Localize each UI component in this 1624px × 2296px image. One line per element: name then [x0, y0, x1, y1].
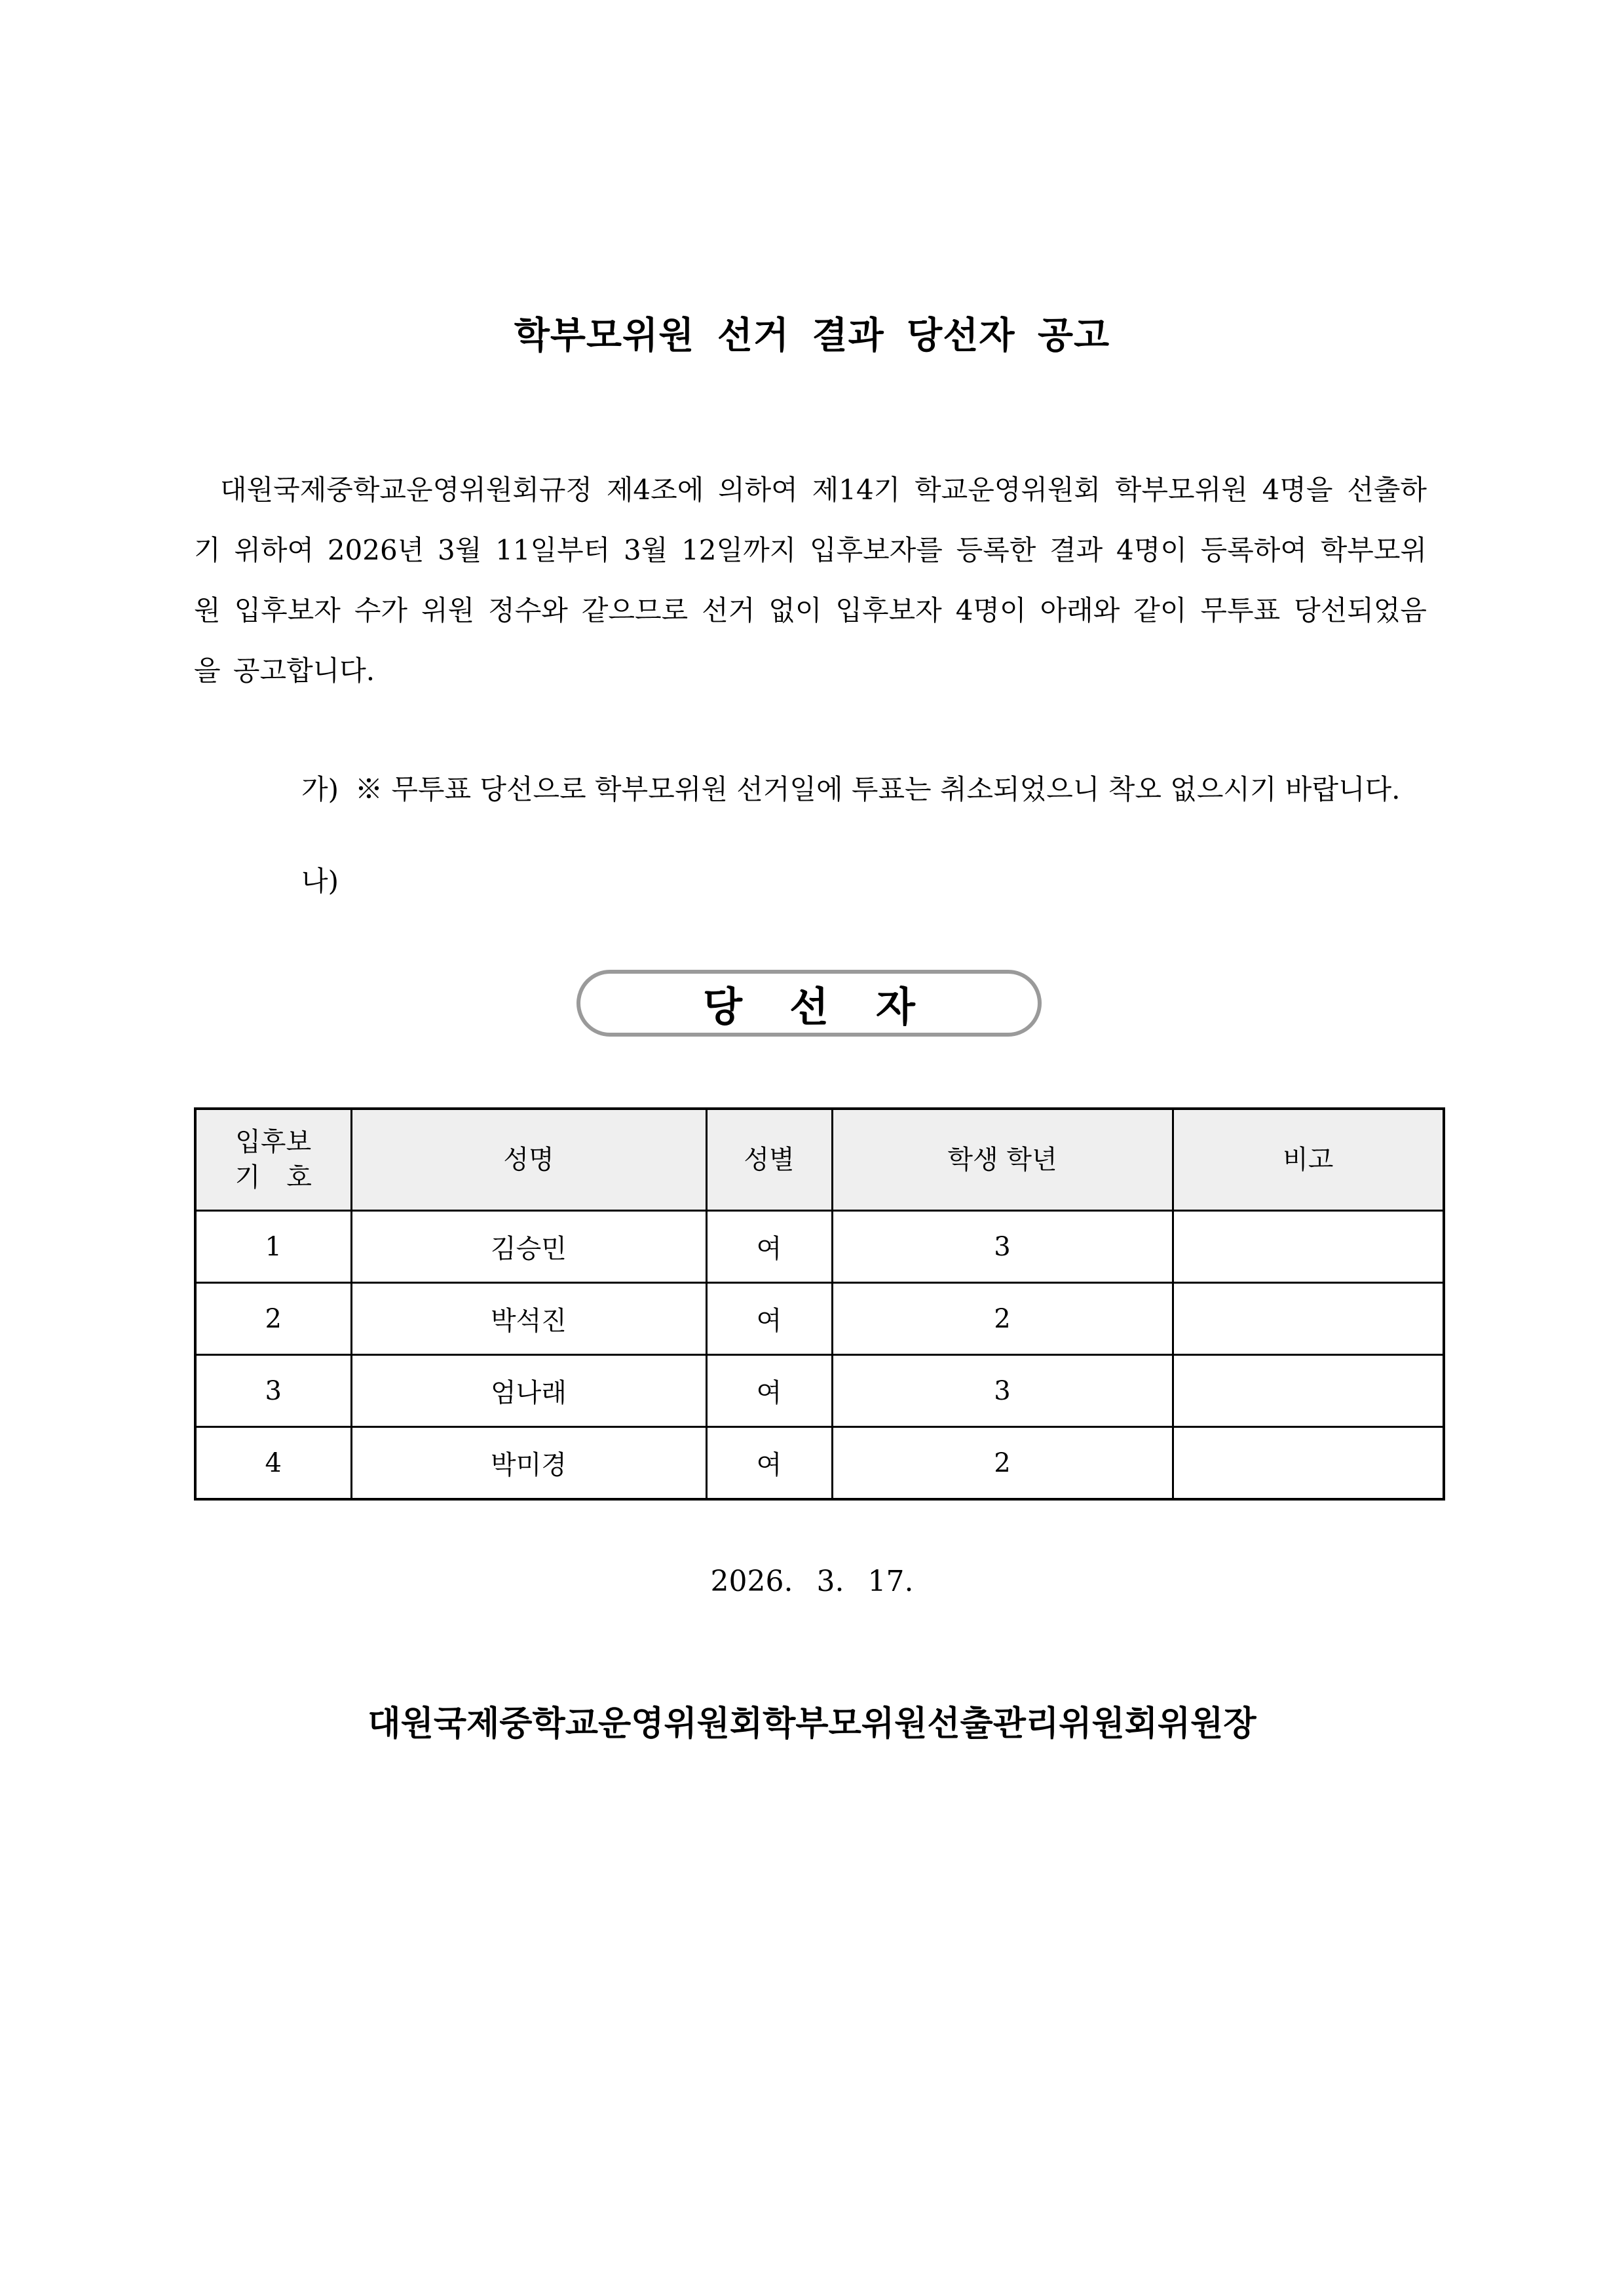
signature-line: 대원국제중학교운영위원회학부모위원선출관리위원회위원장 [368, 1704, 1256, 1744]
announcement-date: 2026. 3. 17. [710, 1565, 914, 1598]
header-candidate-number-line2: 기호 [235, 1162, 338, 1193]
table-row [195, 1427, 1444, 1500]
cell-grade: 2 [832, 1283, 1173, 1355]
table-row [195, 1211, 1444, 1283]
cell-gender: 여 [706, 1427, 832, 1500]
header-remarks: 비고 [1173, 1109, 1444, 1211]
cell-number: 1 [195, 1211, 351, 1283]
cell-number: 4 [195, 1427, 351, 1500]
table-row [195, 1283, 1444, 1355]
cell-gender: 여 [706, 1283, 832, 1355]
cell-name: 엄나래 [351, 1355, 706, 1427]
note-label: 가) [301, 773, 339, 805]
cell-number: 2 [195, 1283, 351, 1355]
cell-remarks [1173, 1211, 1444, 1283]
winner-table [194, 1107, 1445, 1501]
cell-gender: 여 [706, 1355, 832, 1427]
cell-name: 박미경 [351, 1427, 706, 1500]
header-candidate-number [195, 1109, 351, 1211]
cell-grade: 2 [832, 1427, 1173, 1500]
cell-remarks [1173, 1355, 1444, 1427]
winner-heading-label: 당선자 [703, 982, 962, 1031]
note-item [301, 767, 1428, 813]
table-row [195, 1355, 1444, 1427]
header-candidate-number-line1: 입후보 [235, 1127, 312, 1157]
cell-grade: 3 [832, 1355, 1173, 1427]
header-gender: 성별 [706, 1109, 832, 1211]
note-text: ※ 무투표 당선으로 학부모위원 선거일에 투표는 취소되었으니 착오 없으시기 바랍니다. [355, 773, 1401, 805]
document-title: 학부모위원 선거 결과 당선자 공고 [514, 315, 1110, 357]
cell-gender: 여 [706, 1211, 832, 1283]
cell-name: 김승민 [351, 1211, 706, 1283]
cell-number: 3 [195, 1355, 351, 1427]
announcement-body: 대원국제중학교운영위원회규정 제4조에 의하여 제14기 학교운영위원회 학부모위원 4명을 선출하기 위하여 2026년 3월 11일부터 3월 12일까지 입후보자를 등록한 결과 4명이 등록하여 학부모위원 입후보자 수가 위원 정수와 같으므로 선거 없이 입후보자 4명이 아래와 같이 무투표 당선되었음을 공고합니다. [194, 474, 1427, 687]
cell-remarks [1173, 1283, 1444, 1355]
header-name: 성명 [351, 1109, 706, 1211]
cell-grade: 3 [832, 1211, 1173, 1283]
cell-name: 박석진 [351, 1283, 706, 1355]
note-label: 나) [301, 865, 339, 897]
cell-remarks [1173, 1427, 1444, 1500]
table-header-row [195, 1109, 1444, 1211]
winner-heading-box [576, 970, 1042, 1037]
header-grade: 학생 학년 [832, 1109, 1173, 1211]
